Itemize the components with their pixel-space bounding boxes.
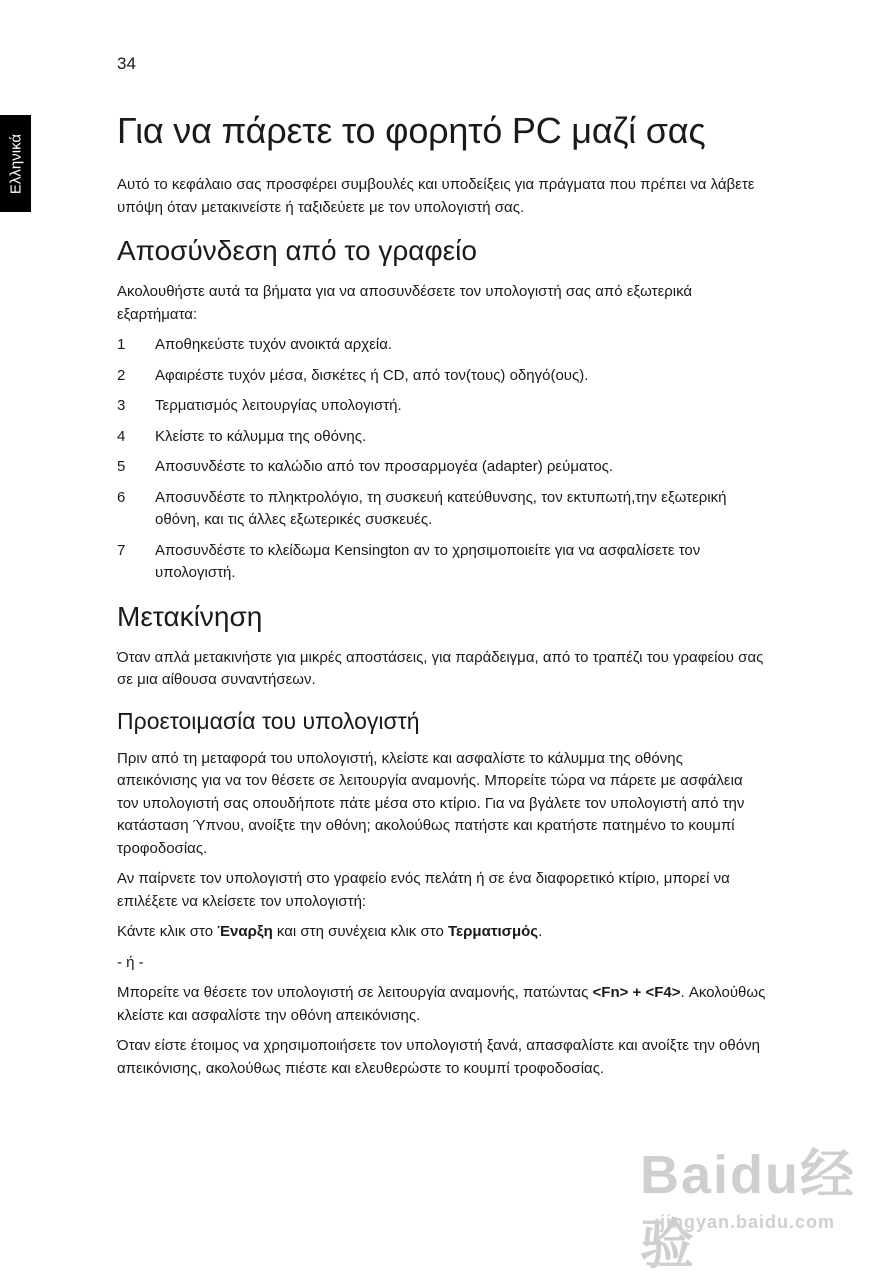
baidu-watermark: [640, 1140, 880, 1275]
step-number: 7: [117, 541, 126, 559]
step-number: 5: [117, 458, 126, 475]
shutdown-label: Τερματισμός: [447, 923, 539, 940]
step-text: Αποθηκεύστε τυχόν ανοικτά αρχεία.: [155, 336, 393, 353]
step-text: Αφαιρέστε τυχόν μέσα, δισκέτες ή CD, από τον(τους) οδηγό(ους).: [155, 366, 589, 384]
text-run: και στη συνέχεια κλικ στο: [272, 923, 448, 940]
intro-paragraph: Αυτό το κεφάλαιο σας προσφέρει συμβουλές και υποδείξεις για πράγματα που πρέπει να λάβετε υπόψη όταν μετακινείστε ή ταξιδεύετε με τον υπολογιστή σας.: [117, 176, 755, 216]
list-item: [117, 334, 767, 357]
text-run: . Ακολούθως κλείστε και ασφαλίστε την οθόνη απεικόνισης.: [117, 984, 766, 1024]
watermark-url: jingyan.baidu.com: [660, 1212, 836, 1232]
text-run: .: [538, 923, 543, 940]
step-text: Κλείστε το κάλυμμα της οθόνης.: [155, 427, 367, 445]
disconnect-intro: Ακολουθήστε αυτά τα βήματα για να αποσυνδέσετε τον υπολογιστή σας από εξωτερικά εξαρτήματα:: [117, 283, 693, 323]
page-title: Για να πάρετε το φορητό PC μαζί σας: [117, 110, 706, 151]
key-combination: <Fn> + <F4>: [592, 984, 681, 1001]
moving-paragraph: Όταν απλά μετακινήστε για μικρές αποστάσεις, για παράδειγμα, από το τραπέζι του γραφείου σας σε μια αίθουσα συναντήσεων.: [117, 648, 764, 688]
preparing-paragraph-2: Αν παίρνετε τον υπολογιστή στο γραφείο ενός πελάτη ή σε ένα διαφορετικό κτίριο, μπορεί να επιλέξετε να κλείσετε τον υπολογιστή:: [117, 870, 730, 910]
start-label: Έναρξη: [217, 923, 273, 940]
step-number: 2: [117, 366, 126, 384]
list-item: [117, 456, 767, 479]
text-run: Μπορείτε να θέσετε τον υπολογιστή σε λειτουργία αναμονής, πατώντας: [117, 984, 593, 1001]
step-text: Τερματισμός λειτουργίας υπολογιστή.: [155, 397, 402, 414]
step-number: 6: [117, 488, 126, 506]
or-separator: - ή -: [117, 953, 144, 971]
step-number: 1: [117, 336, 126, 353]
step-text: Αποσυνδέστε το πληκτρολόγιο, τη συσκευή κατεύθυνσης, τον εκτυπωτή,την εξωτερική οθόνη, και τις άλλες εξωτερικές συσκευές.: [155, 488, 727, 528]
preparing-paragraph-4: [117, 982, 767, 1027]
step-number: 3: [117, 397, 126, 414]
disconnect-steps: [117, 334, 767, 585]
language-label: Ελληνικά: [7, 133, 24, 194]
language-side-tab: [0, 115, 31, 212]
section-heading-moving: Μετακίνηση: [117, 600, 263, 632]
list-item: [117, 395, 767, 418]
section-heading-disconnect: Αποσύνδεση από το γραφείο: [117, 235, 477, 266]
text-run: Κάντε κλικ στο: [117, 923, 218, 940]
list-item: [117, 487, 767, 532]
step-text: Αποσυνδέστε το καλώδιο από τον προσαρμογέα (adapter) ρεύματος.: [155, 458, 614, 475]
step-number: 4: [117, 427, 126, 445]
preparing-paragraph-3: [117, 921, 767, 944]
list-item: [117, 365, 767, 388]
step-text: Αποσυνδέστε το κλείδωμα Kensington αν το χρησιμοποιείτε για να ασφαλίσετε τον υπολογιστή.: [155, 541, 701, 581]
list-item: [117, 540, 767, 585]
preparing-paragraph-1: Πριν από τη μεταφορά του υπολογιστή, κλείστε και ασφαλίστε το κάλυμμα της οθόνης απεικόνισης για να τον θέσετε σε λειτουργία αναμονής. Μπορείτε τώρα να πάρετε με ασφάλεια τον υπολογιστή σας οπουδήποτε πάτε μέσα στο κτίριο. Για να βγάλετε τον υπολογιστή από την κατάσταση Ύπνου, ανοίξτε την οθόνη; ακολούθως πατήστε και κρατήστε πατημένο το κουμπί τροφοδοσίας.: [117, 749, 745, 857]
list-item: [117, 426, 767, 449]
page-content: [117, 108, 767, 1088]
subsection-heading-preparing: Προετοιμασία του υπολογιστή: [117, 707, 420, 734]
watermark-logo: Baidu经验: [640, 1145, 857, 1275]
preparing-paragraph-5: Όταν είστε έτοιμος να χρησιμοποιήσετε τον υπολογιστή ξανά, απασφαλίστε και ανοίξτε την οθόνη απεικόνισης, ακολούθως πιέστε και ελευθερώστε το κουμπί τροφοδοσίας.: [117, 1037, 760, 1077]
page-number: 34: [117, 54, 136, 73]
